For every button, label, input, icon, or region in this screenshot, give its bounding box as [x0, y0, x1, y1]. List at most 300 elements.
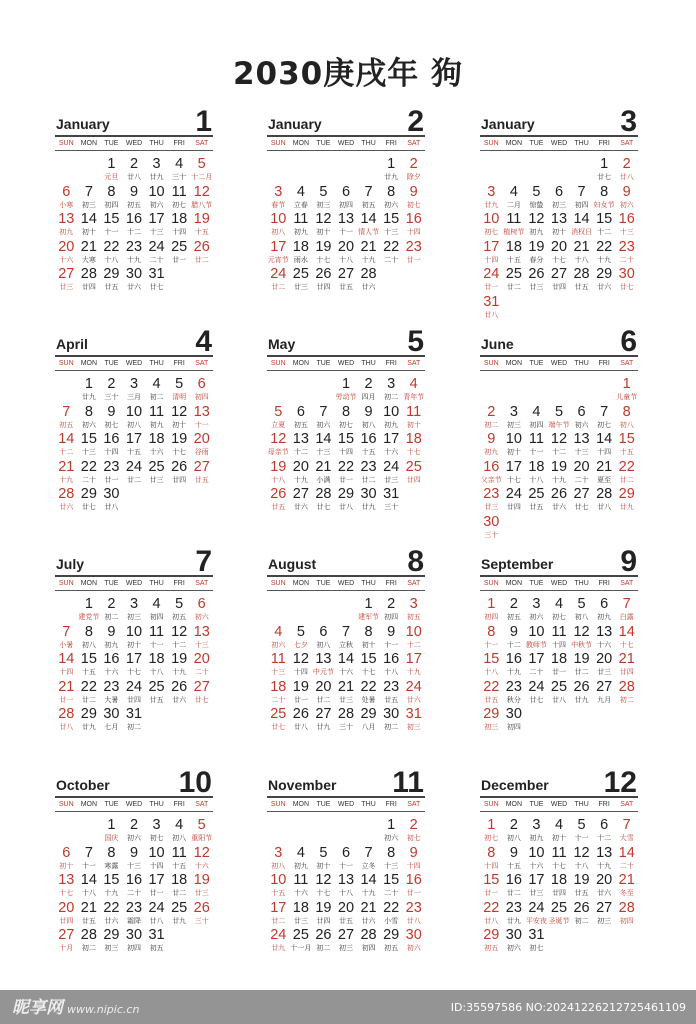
lunar-label: 建党节: [78, 613, 100, 621]
day-number: 16: [360, 431, 377, 448]
day-number: 8: [107, 844, 116, 861]
day-cell: [123, 872, 146, 900]
month-header: [55, 545, 213, 578]
day-number: 9: [622, 183, 631, 200]
day-number: 12: [270, 431, 287, 448]
day-number: 2: [622, 156, 631, 172]
empty-cell: [55, 596, 78, 624]
day-number: 14: [337, 651, 355, 668]
day-cell: [290, 845, 313, 873]
day-number: 17: [148, 872, 165, 889]
lunar-label: 二十: [81, 475, 96, 484]
day-number: 11: [293, 211, 309, 228]
day-number: 12: [171, 623, 188, 640]
day-number: 23: [505, 899, 522, 916]
lunar-label: 初九: [529, 834, 544, 842]
lunar-label: 初三: [81, 200, 96, 209]
lunar-label: 四月: [361, 393, 376, 401]
day-cell: [480, 431, 503, 459]
day-number: 21: [80, 238, 97, 255]
lunar-label: 初五: [484, 944, 499, 953]
lunar-label: 十一月: [290, 944, 312, 953]
day-cell: [380, 211, 403, 239]
lunar-label: 初十: [126, 640, 141, 649]
day-number: 25: [148, 458, 165, 475]
day-number: 17: [528, 651, 545, 668]
lunar-label: 初五: [149, 944, 164, 953]
day-number: 31: [483, 293, 500, 310]
day-number: 27: [193, 678, 210, 695]
lunar-label: 二十: [574, 475, 589, 484]
day-number: 12: [292, 651, 309, 668]
day-cell: [290, 900, 313, 928]
lunar-label: 初五: [172, 613, 187, 621]
day-cell: [168, 239, 191, 267]
day-number: 3: [532, 596, 541, 612]
day-cell: [55, 431, 78, 459]
day-cell: [290, 624, 313, 652]
lunar-label: 廿六: [551, 503, 566, 512]
weekday-label: WED: [125, 140, 143, 147]
month-header: [480, 325, 638, 358]
day-cell: [190, 239, 213, 267]
day-cell: [380, 872, 403, 900]
day-cell: [570, 239, 593, 267]
day-cell: [570, 872, 593, 900]
day-number: 31: [148, 927, 165, 944]
weekday-label: SAT: [407, 140, 421, 147]
day-cell: [55, 927, 78, 955]
day-cell: [357, 459, 380, 487]
weekday-label: SAT: [407, 801, 421, 808]
day-cell: [570, 431, 593, 459]
lunar-label: 廿一: [406, 255, 421, 264]
lunar-label: 初二: [619, 695, 634, 704]
day-number: 24: [383, 458, 400, 475]
day-number: 5: [296, 623, 305, 640]
lunar-label: 妇女节: [593, 200, 615, 209]
lunar-label: 初三: [316, 200, 331, 209]
day-cell: [190, 404, 213, 432]
day-cell: [548, 651, 571, 679]
day-cell: [615, 486, 638, 514]
lunar-label: 廿三: [597, 668, 612, 677]
day-cell: [100, 706, 123, 734]
weekday-label: THU: [149, 140, 164, 147]
day-cell: [548, 817, 571, 845]
day-number: 26: [550, 486, 568, 503]
month-7: [55, 545, 213, 734]
lunar-label: 冬至: [619, 889, 634, 898]
day-number: 25: [292, 927, 309, 944]
lunar-label: 初四: [574, 200, 589, 209]
day-number: 14: [618, 623, 635, 640]
lunar-label: 初六: [384, 834, 399, 842]
lunar-label: 元旦: [104, 173, 119, 181]
lunar-label: 初四: [619, 916, 634, 925]
day-cell: [357, 184, 380, 212]
lunar-label: 十六: [384, 448, 399, 457]
lunar-label: 十一: [81, 861, 96, 870]
day-number: 3: [387, 376, 396, 392]
day-number: 1: [387, 156, 396, 172]
day-cell: [335, 376, 358, 404]
lunar-label: 十八: [574, 861, 589, 870]
day-cell: [290, 486, 313, 514]
lunar-label: 廿二: [271, 916, 286, 925]
day-number: 1: [341, 376, 351, 392]
lunar-label: 初七: [406, 200, 421, 209]
day-cell: [402, 845, 425, 873]
lunar-label: 廿六: [597, 889, 612, 898]
lunar-label: 初五: [361, 200, 376, 209]
day-number: 23: [125, 899, 143, 916]
day-cell: [190, 184, 213, 212]
day-number: 27: [58, 927, 75, 944]
weekday-header: [480, 357, 638, 371]
day-number: 9: [364, 403, 373, 420]
day-cell: [78, 404, 101, 432]
lunar-label: 廿七: [619, 283, 634, 292]
day-number: 19: [573, 872, 590, 889]
day-cell: [570, 266, 593, 294]
lunar-label: 廿八: [597, 503, 612, 512]
weekday-label: SAT: [407, 580, 421, 587]
day-number: 17: [528, 872, 545, 889]
day-cell: [593, 266, 616, 294]
day-number: 11: [406, 403, 422, 420]
day-number: 24: [405, 678, 422, 695]
empty-cell: [480, 156, 503, 184]
lunar-label: 十四: [104, 448, 119, 457]
day-cell: [168, 459, 191, 487]
day-cell: [402, 376, 425, 404]
month-header: [480, 105, 638, 138]
lunar-label: 廿五: [149, 695, 164, 704]
day-cell: [357, 596, 380, 624]
day-cell: [100, 404, 123, 432]
month-number: 8: [407, 545, 424, 578]
lunar-label: 廿九: [619, 503, 634, 512]
day-cell: [548, 679, 571, 707]
day-number: 11: [171, 844, 187, 861]
day-cell: [480, 927, 503, 955]
weekday-label: THU: [574, 801, 589, 808]
lunar-label: 劳动节: [335, 393, 357, 401]
weekday-header: [480, 137, 638, 151]
day-cell: [615, 184, 638, 212]
lunar-label: 寒露: [104, 861, 119, 870]
day-cell: [480, 596, 503, 624]
lunar-label: 十一: [338, 861, 353, 870]
empty-cell: [55, 817, 78, 845]
lunar-label: 十四: [293, 668, 308, 677]
day-cell: [548, 239, 571, 267]
weekday-label: MON: [505, 801, 523, 808]
day-number: 16: [383, 651, 400, 668]
empty-cell: [55, 156, 78, 184]
day-number: 21: [360, 899, 377, 916]
day-cell: [78, 376, 101, 404]
day-cell: [503, 679, 526, 707]
day-cell: [570, 817, 593, 845]
day-cell: [593, 156, 616, 184]
day-number: 13: [193, 403, 210, 420]
day-grid: [480, 817, 638, 955]
day-number: 10: [505, 431, 522, 448]
lunar-label: 初七: [149, 834, 164, 842]
day-cell: [503, 239, 526, 267]
lunar-label: 初十: [316, 861, 331, 870]
lunar-label: 十月: [59, 944, 74, 953]
day-number: 23: [405, 238, 422, 255]
lunar-label: 初十: [81, 228, 96, 237]
day-number: 25: [171, 238, 188, 255]
day-cell: [78, 459, 101, 487]
day-number: 18: [528, 458, 545, 475]
day-cell: [290, 927, 313, 955]
lunar-label: 廿一: [406, 889, 421, 898]
lunar-label: 廿三: [149, 475, 164, 484]
weekday-label: SUN: [483, 360, 499, 367]
lunar-label: 初八: [126, 420, 141, 429]
lunar-label: 廿二: [126, 475, 141, 484]
day-cell: [123, 845, 146, 873]
lunar-label: 三十: [194, 916, 209, 925]
month-8: [267, 545, 425, 734]
weekday-label: WED: [550, 360, 568, 367]
weekday-label: FRI: [385, 801, 397, 808]
day-number: 25: [550, 899, 568, 916]
lunar-label: 十七: [406, 448, 421, 457]
day-number: 24: [528, 899, 545, 916]
day-cell: [145, 927, 168, 955]
lunar-label: 十一: [529, 448, 544, 457]
day-cell: [78, 486, 101, 514]
day-cell: [593, 486, 616, 514]
day-number: 16: [103, 431, 120, 448]
lunar-label: 廿四: [172, 475, 187, 484]
day-cell: [78, 266, 101, 294]
day-number: 28: [80, 927, 97, 944]
day-cell: [168, 431, 191, 459]
lunar-label: 十六: [104, 668, 119, 677]
day-number: 7: [62, 403, 71, 420]
weekday-label: MON: [505, 360, 523, 367]
day-cell: [78, 596, 101, 624]
day-number: 28: [337, 706, 355, 723]
day-number: 22: [483, 678, 500, 695]
day-number: 29: [103, 927, 120, 944]
day-number: 27: [573, 486, 590, 503]
empty-cell: [357, 817, 380, 845]
lunar-label: 廿七: [271, 723, 286, 732]
lunar-label: 十五: [506, 861, 521, 870]
day-number: 18: [292, 238, 309, 255]
day-number: 21: [596, 458, 613, 475]
day-cell: [615, 431, 638, 459]
day-number: 4: [554, 817, 564, 833]
day-number: 11: [551, 844, 567, 861]
day-number: 11: [551, 623, 567, 640]
lunar-label: 九月: [597, 695, 612, 704]
lunar-label: 十六: [597, 640, 612, 649]
lunar-label: 十一: [149, 640, 164, 649]
day-cell: [145, 431, 168, 459]
day-cell: [525, 817, 548, 845]
day-number: 28: [58, 706, 75, 723]
day-cell: [525, 459, 548, 487]
lunar-label: 十四: [338, 448, 353, 457]
day-cell: [312, 651, 335, 679]
lunar-label: 十五: [619, 448, 634, 457]
lunar-label: 初五: [293, 420, 308, 429]
day-number: 1: [364, 596, 373, 612]
day-cell: [357, 706, 380, 734]
day-cell: [525, 404, 548, 432]
lunar-label: 植树节: [503, 228, 525, 237]
lunar-label: 廿八: [104, 503, 119, 512]
lunar-label: 廿三: [293, 916, 308, 925]
lunar-label: 廿二: [574, 668, 589, 677]
day-number: 24: [148, 899, 165, 916]
lunar-label: 廿一: [484, 889, 499, 898]
lunar-label: 初六: [384, 200, 399, 209]
day-number: 1: [84, 376, 93, 392]
lunar-label: 初七: [406, 834, 421, 842]
lunar-label: 廿五: [338, 916, 353, 925]
lunar-label: 十五: [172, 861, 187, 870]
day-cell: [100, 927, 123, 955]
day-number: 9: [129, 183, 139, 200]
day-number: 7: [84, 183, 93, 200]
day-cell: [593, 900, 616, 928]
empty-cell: [78, 817, 101, 845]
day-cell: [55, 845, 78, 873]
day-number: 2: [409, 156, 418, 172]
month-name: January: [56, 116, 110, 132]
weekday-label: FRI: [173, 360, 185, 367]
lunar-label: 十四: [172, 228, 187, 237]
day-number: 7: [84, 844, 93, 861]
weekday-label: THU: [361, 360, 376, 367]
day-cell: [525, 845, 548, 873]
lunar-label: 十八: [529, 475, 544, 484]
day-number: 10: [383, 403, 400, 420]
day-number: 19: [193, 872, 210, 889]
lunar-label: 初六: [194, 613, 209, 621]
weekday-label: TUE: [104, 801, 119, 808]
day-number: 2: [364, 376, 373, 392]
day-cell: [290, 706, 313, 734]
day-cell: [380, 376, 403, 404]
weekday-label: SUN: [58, 801, 74, 808]
day-number: 31: [125, 706, 143, 723]
weekday-label: FRI: [173, 580, 185, 587]
day-number: 30: [125, 266, 143, 283]
empty-cell: [290, 596, 313, 624]
lunar-label: 十六: [529, 861, 544, 870]
empty-cell: [267, 817, 290, 845]
empty-cell: [548, 376, 571, 404]
day-number: 6: [554, 183, 564, 200]
day-number: 4: [175, 817, 184, 833]
weekday-label: MON: [292, 580, 310, 587]
day-number: 15: [80, 651, 97, 668]
lunar-label: 廿一: [59, 695, 74, 704]
day-number: 10: [405, 623, 422, 640]
empty-cell: [312, 596, 335, 624]
day-cell: [480, 184, 503, 212]
lunar-label: 十八: [338, 255, 353, 264]
lunar-label: 三月: [126, 393, 141, 401]
lunar-label: 初八: [271, 861, 286, 870]
day-number: 13: [193, 623, 210, 640]
weekday-label: TUE: [529, 580, 544, 587]
lunar-label: 秋分: [506, 695, 521, 704]
lunar-label: 初八: [619, 420, 634, 429]
day-number: 9: [409, 183, 418, 200]
day-number: 17: [405, 651, 422, 668]
day-cell: [100, 596, 123, 624]
day-number: 18: [505, 238, 522, 255]
month-number: 5: [407, 325, 424, 358]
lunar-label: 白露: [619, 613, 634, 621]
day-number: 19: [315, 899, 332, 916]
month-number: 9: [620, 545, 637, 578]
day-number: 30: [360, 486, 377, 503]
day-cell: [593, 184, 616, 212]
day-number: 19: [292, 678, 309, 695]
lunar-label: 廿九: [172, 916, 187, 925]
day-number: 12: [315, 872, 332, 889]
day-number: 5: [175, 376, 184, 392]
day-cell: [190, 872, 213, 900]
day-cell: [357, 431, 380, 459]
lunar-label: 廿九: [316, 723, 331, 732]
lunar-label: 初八: [316, 640, 331, 649]
day-number: 2: [387, 596, 396, 612]
lunar-label: 十二: [172, 640, 187, 649]
day-cell: [335, 872, 358, 900]
weekday-label: THU: [361, 801, 376, 808]
lunar-label: 廿九: [81, 393, 96, 401]
lunar-label: 初四: [484, 613, 499, 621]
weekday-label: SUN: [270, 140, 286, 147]
day-cell: [145, 184, 168, 212]
day-number: 8: [364, 623, 373, 640]
day-cell: [78, 679, 101, 707]
day-number: 27: [315, 706, 332, 723]
day-number: 20: [315, 678, 332, 695]
day-number: 30: [405, 927, 422, 944]
lunar-label: 十七: [361, 668, 376, 677]
day-cell: [402, 927, 425, 955]
day-cell: [525, 596, 548, 624]
lunar-label: 初九: [529, 228, 544, 237]
watermark-site: 昵享网: [12, 998, 63, 1018]
day-number: 31: [383, 486, 400, 503]
day-cell: [55, 486, 78, 514]
day-cell: [267, 900, 290, 928]
lunar-label: 十二: [551, 448, 566, 457]
day-cell: [357, 651, 380, 679]
month-9: [480, 545, 638, 734]
lunar-label: 初十: [551, 834, 566, 842]
day-number: 17: [270, 899, 287, 916]
day-cell: [593, 596, 616, 624]
weekday-label: SUN: [483, 801, 499, 808]
